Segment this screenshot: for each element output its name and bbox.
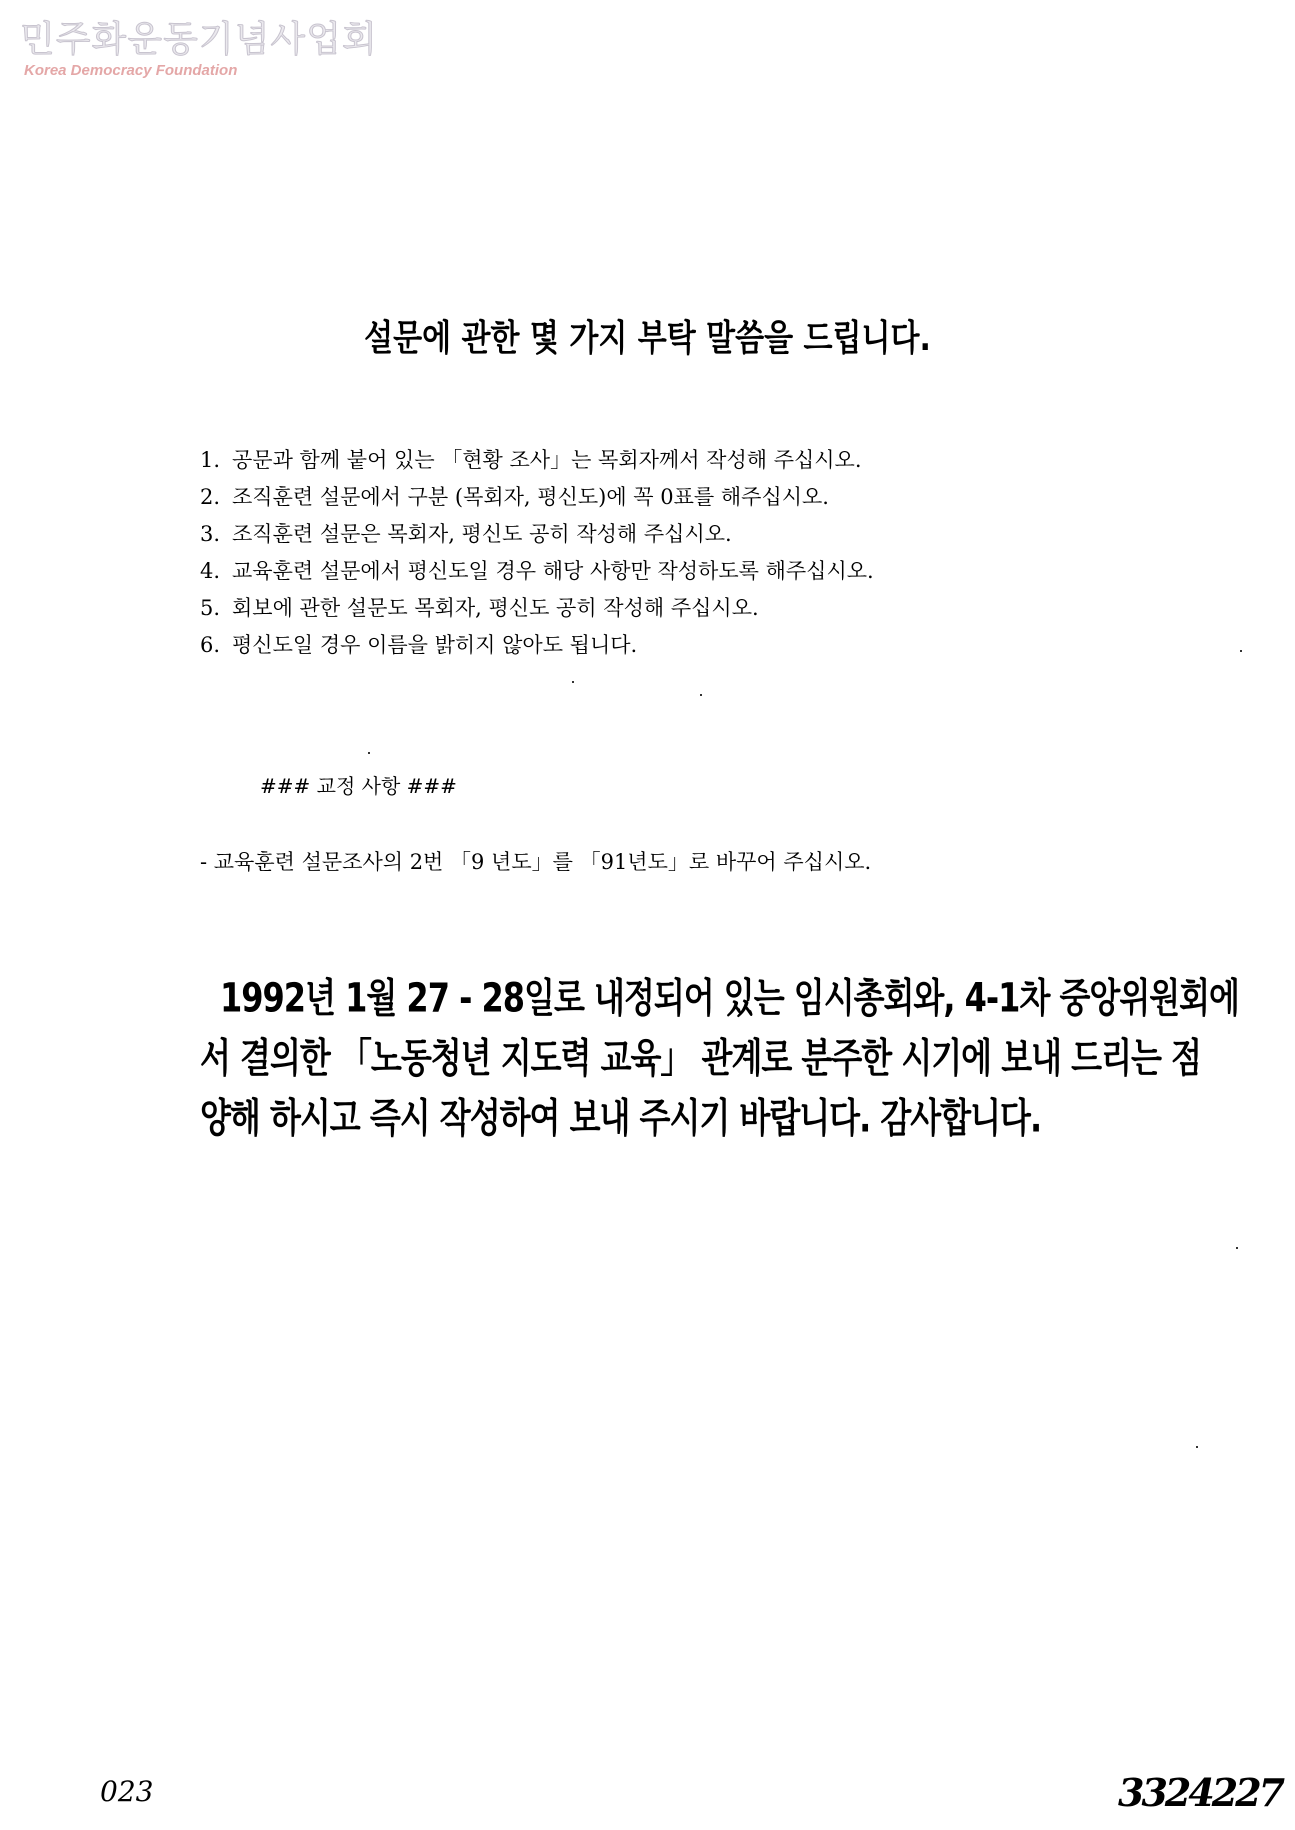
scan-speck [1236, 1247, 1238, 1249]
list-item [200, 479, 874, 516]
list-item [200, 590, 874, 627]
scan-speck [1196, 1446, 1198, 1448]
notice-line: 1992년 1월 27 - 28일로 내정되어 있는 임시총회와, 4-1차 중앙위원회에 [220, 973, 1239, 1022]
scan-speck [1240, 650, 1242, 652]
request-list [200, 442, 874, 664]
item-number: 5. [200, 596, 221, 620]
correction-text: - 교육훈련 설문조사의 2번 「9 년도」를 「91년도」로 바꾸어 주십시오. [200, 850, 872, 874]
item-text: 교육훈련 설문에서 평신도일 경우 해당 사항만 작성하도록 해주십시오. [232, 559, 874, 583]
item-number: 4. [200, 559, 221, 583]
scan-speck [700, 694, 702, 696]
item-number: 6. [200, 633, 221, 657]
list-item [200, 553, 874, 590]
list-item [200, 516, 874, 553]
notice-line: 양해 하시고 즉시 작성하여 보내 주시기 바랍니다. 감사합니다. [200, 1093, 1042, 1142]
list-item [200, 627, 874, 664]
list-item [200, 442, 874, 479]
item-text: 회보에 관한 설문도 목회자, 평신도 공히 작성해 주십시오. [232, 596, 759, 620]
notice-line: 서 결의한 「노동청년 지도력 교육」 관계로 분주한 시기에 보내 드리는 점 [200, 1033, 1201, 1082]
item-text: 조직훈련 설문에서 구분 (목회자, 평신도)에 꼭 0표를 해주십시오. [232, 485, 829, 509]
item-number: 2. [200, 485, 221, 509]
item-number: 1. [200, 448, 221, 472]
document-number: 3324227 [1118, 1770, 1283, 1815]
watermark-korean: 민주화운동기념사업회 [20, 19, 378, 60]
notice-paragraph [200, 960, 1239, 1142]
item-number: 3. [200, 522, 221, 546]
watermark-english: Korea Democracy Foundation [24, 62, 238, 79]
foundation-watermark [20, 18, 378, 80]
correction-heading: ### 교정 사항 ### [260, 774, 457, 798]
document-title: 설문에 관한 몇 가지 부탁 말씀을 드립니다. [364, 317, 931, 360]
item-text: 조직훈련 설문은 목회자, 평신도 공히 작성해 주십시오. [232, 522, 732, 546]
scan-speck [368, 752, 370, 754]
scan-speck [572, 681, 574, 683]
page-mark: 023 [100, 1775, 154, 1808]
item-text: 공문과 함께 붙어 있는 「현황 조사」는 목회자께서 작성해 주십시오. [232, 448, 862, 472]
item-text: 평신도일 경우 이름을 밝히지 않아도 됩니다. [232, 633, 638, 657]
